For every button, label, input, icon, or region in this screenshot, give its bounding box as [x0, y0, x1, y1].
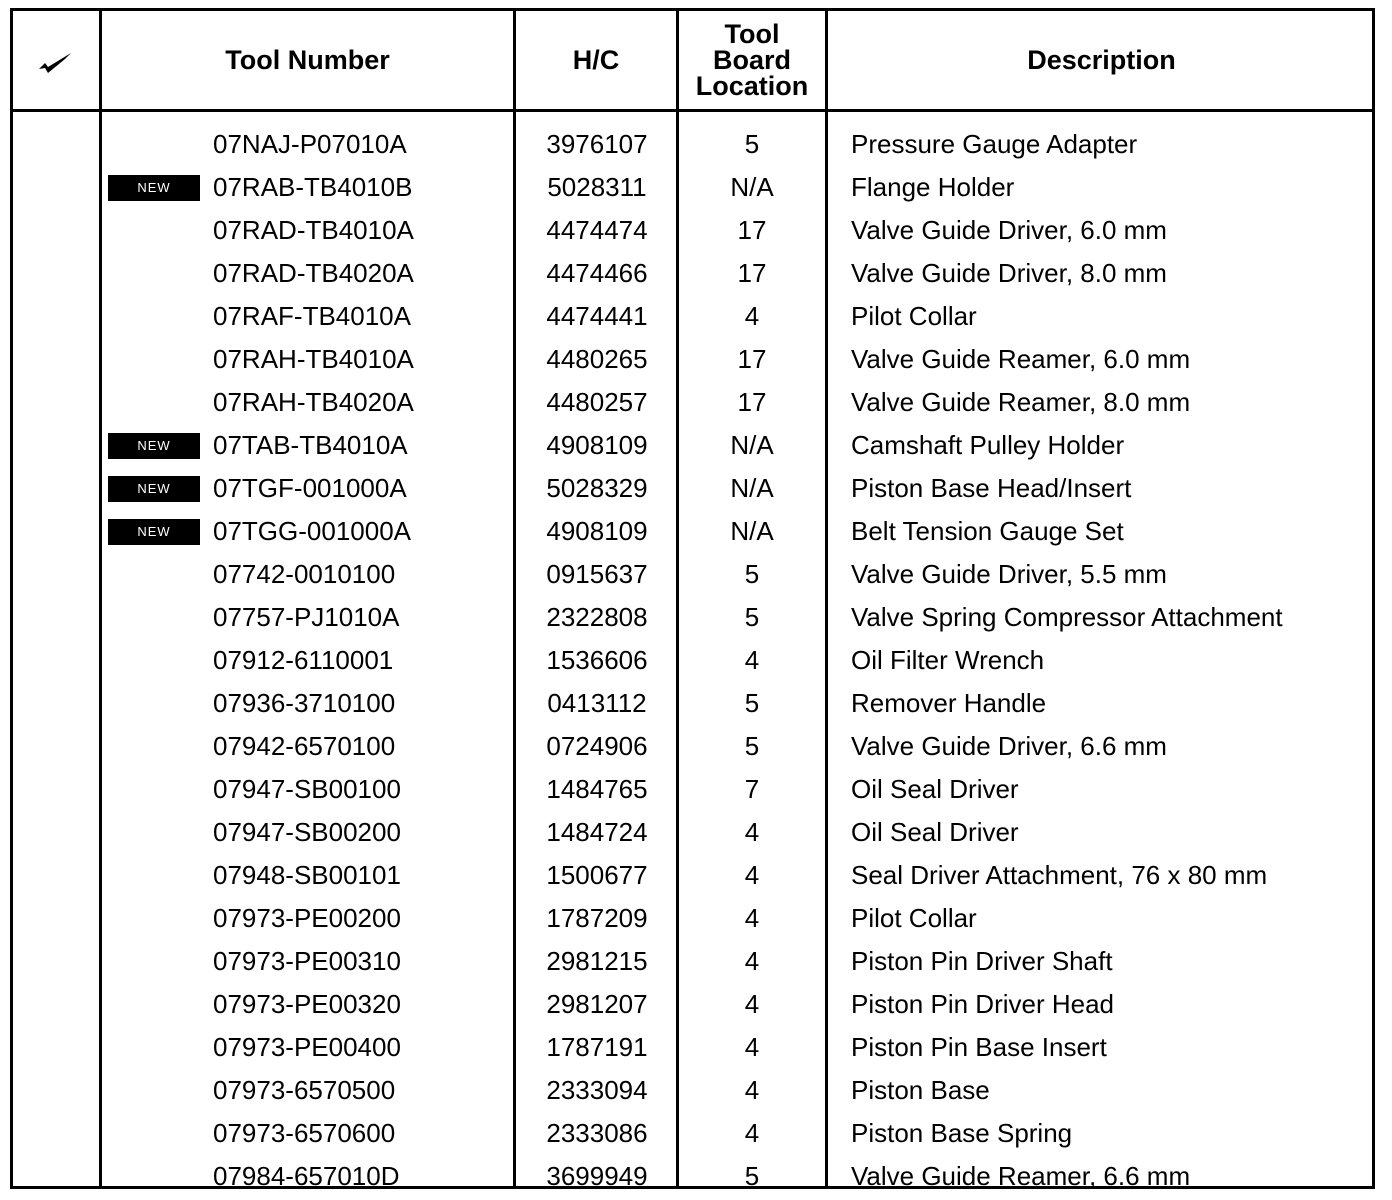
tool-number-cell: 07RAB-TB4010B [213, 172, 413, 202]
location-cell: 4 [744, 301, 760, 331]
description-cell: Oil Seal Driver [851, 817, 1019, 847]
location-cell: 4 [744, 645, 760, 675]
header-hc: H/C [572, 45, 620, 75]
location-cell: 5 [744, 1161, 760, 1191]
tool-number-cell: 07TAB-TB4010A [213, 430, 408, 460]
description-cell: Valve Spring Compressor Attachment [851, 602, 1283, 632]
tool-number-cell: 07912-6110001 [213, 645, 394, 675]
table-row [13, 252, 1372, 295]
tool-number-cell: 07RAF-TB4010A [213, 301, 411, 331]
description-cell: Valve Guide Driver, 6.6 mm [851, 731, 1167, 761]
table-row [13, 1112, 1372, 1155]
tool-number-cell: 07RAH-TB4020A [213, 387, 414, 417]
hc-cell: 4908109 [546, 516, 648, 546]
hc-cell: 2322808 [546, 602, 648, 632]
hc-cell: 0724906 [546, 731, 648, 761]
description-cell: Flange Holder [851, 172, 1015, 202]
table-row [13, 381, 1372, 424]
tool-number-cell: 07RAD-TB4020A [213, 258, 414, 288]
location-cell: 4 [744, 1075, 760, 1105]
hc-cell: 4908109 [546, 430, 648, 460]
hc-cell: 0915637 [546, 559, 648, 589]
location-cell: 4 [744, 860, 760, 890]
header-location-line: Board [712, 45, 791, 75]
location-cell: N/A [730, 172, 774, 202]
location-cell: 4 [744, 817, 760, 847]
new-badge: NEW [108, 476, 200, 502]
table-row [13, 1069, 1372, 1112]
hc-cell: 2981215 [546, 946, 648, 976]
hc-cell: 2981207 [546, 989, 648, 1019]
description-cell: Valve Guide Reamer, 6.6 mm [851, 1161, 1191, 1191]
description-cell: Belt Tension Gauge Set [851, 516, 1124, 546]
tool-number-cell: 07757-PJ1010A [213, 602, 400, 632]
description-cell: Camshaft Pulley Holder [851, 430, 1125, 460]
table-row [13, 854, 1372, 897]
tool-number-cell: 07973-PE00320 [213, 989, 401, 1019]
location-cell: 17 [737, 387, 767, 417]
table-row [13, 1155, 1372, 1198]
table-row [13, 467, 1372, 510]
tool-number-cell: 07TGF-001000A [213, 473, 407, 503]
location-cell: 7 [744, 774, 760, 804]
tool-number-cell: 07936-3710100 [213, 688, 396, 718]
tool-number-cell: 07973-6570500 [213, 1075, 396, 1105]
tool-table [10, 8, 1375, 1189]
tool-number-cell: 07948-SB00101 [213, 860, 401, 890]
hc-cell: 1536606 [546, 645, 648, 675]
location-cell: 4 [744, 1032, 760, 1062]
table-row [13, 940, 1372, 983]
tool-number-cell: 07947-SB00200 [213, 817, 401, 847]
description-cell: Valve Guide Driver, 6.0 mm [851, 215, 1167, 245]
description-cell: Seal Driver Attachment, 76 x 80 mm [851, 860, 1268, 890]
hc-cell: 1484724 [546, 817, 648, 847]
location-cell: N/A [730, 473, 774, 503]
description-cell: Piston Pin Driver Shaft [851, 946, 1113, 976]
table-row [13, 510, 1372, 553]
description-cell: Piston Pin Driver Head [851, 989, 1114, 1019]
table-row [13, 295, 1372, 338]
location-cell: 4 [744, 946, 760, 976]
hc-cell: 2333086 [546, 1118, 648, 1148]
description-cell: Valve Guide Reamer, 6.0 mm [851, 344, 1191, 374]
location-cell: 5 [744, 602, 760, 632]
table-row [13, 725, 1372, 768]
table-row [13, 123, 1372, 166]
hc-cell: 1484765 [546, 774, 648, 804]
description-cell: Oil Filter Wrench [851, 645, 1045, 675]
description-cell: Piston Base Spring [851, 1118, 1073, 1148]
table-row [13, 682, 1372, 725]
tool-number-cell: 07742-0010100 [213, 559, 396, 589]
tool-number-cell: 07NAJ-P07010A [213, 129, 407, 159]
tool-number-cell: 07947-SB00100 [213, 774, 401, 804]
location-cell: 5 [744, 129, 760, 159]
location-cell: 4 [744, 903, 760, 933]
table-row [13, 768, 1372, 811]
header-tool-board-location [679, 11, 825, 109]
hc-cell: 4480257 [546, 387, 648, 417]
table-row [13, 424, 1372, 467]
description-cell: Remover Handle [851, 688, 1047, 718]
table-row [13, 811, 1372, 854]
tool-number-cell: 07973-PE00200 [213, 903, 401, 933]
table-row [13, 639, 1372, 682]
description-cell: Pilot Collar [851, 301, 977, 331]
checkmark-icon [35, 47, 75, 75]
header-description: Description [1027, 45, 1176, 75]
description-cell: Piston Base Head/Insert [851, 473, 1132, 503]
tool-number-cell: 07984-657010D [213, 1161, 400, 1191]
description-cell: Valve Guide Reamer, 8.0 mm [851, 387, 1191, 417]
hc-cell: 1787191 [546, 1032, 648, 1062]
hc-cell: 4474466 [546, 258, 648, 288]
location-cell: 4 [744, 1118, 760, 1148]
tool-number-cell: 07RAD-TB4010A [213, 215, 414, 245]
location-cell: 4 [744, 989, 760, 1019]
tool-number-cell: 07973-PE00310 [213, 946, 401, 976]
new-badge: NEW [108, 519, 200, 545]
tool-number-cell: 07TGG-001000A [213, 516, 412, 546]
location-cell: N/A [730, 516, 774, 546]
header-location-line: Location [695, 71, 809, 101]
table-row [13, 596, 1372, 639]
location-cell: 5 [744, 688, 760, 718]
hc-cell: 5028311 [547, 172, 647, 202]
table-row [13, 1026, 1372, 1069]
new-badge: NEW [108, 433, 200, 459]
hc-cell: 4474441 [546, 301, 648, 331]
location-cell: 17 [737, 344, 767, 374]
table-row [13, 209, 1372, 252]
header-tool-number: Tool Number [225, 45, 390, 75]
header-divider [13, 109, 1372, 112]
table-row [13, 897, 1372, 940]
table-row [13, 983, 1372, 1026]
location-cell: N/A [730, 430, 774, 460]
table-row [13, 166, 1372, 209]
hc-cell: 1787209 [546, 903, 648, 933]
location-cell: 17 [737, 258, 767, 288]
description-cell: Valve Guide Driver, 8.0 mm [851, 258, 1167, 288]
description-cell: Piston Pin Base Insert [851, 1032, 1107, 1062]
hc-cell: 2333094 [546, 1075, 648, 1105]
table-row [13, 338, 1372, 381]
table-row [13, 553, 1372, 596]
location-cell: 5 [744, 731, 760, 761]
hc-cell: 3976107 [546, 129, 648, 159]
description-cell: Valve Guide Driver, 5.5 mm [851, 559, 1167, 589]
hc-cell: 5028329 [546, 473, 648, 503]
tool-number-cell: 07942-6570100 [213, 731, 396, 761]
location-cell: 17 [737, 215, 767, 245]
description-cell: Pressure Gauge Adapter [851, 129, 1138, 159]
new-badge: NEW [108, 175, 200, 201]
hc-cell: 4474474 [546, 215, 648, 245]
hc-cell: 1500677 [546, 860, 648, 890]
description-cell: Piston Base [851, 1075, 990, 1105]
description-cell: Oil Seal Driver [851, 774, 1019, 804]
location-cell: 5 [744, 559, 760, 589]
tool-number-cell: 07973-PE00400 [213, 1032, 401, 1062]
tool-number-cell: 07973-6570600 [213, 1118, 396, 1148]
description-cell: Pilot Collar [851, 903, 977, 933]
tool-number-cell: 07RAH-TB4010A [213, 344, 414, 374]
hc-cell: 4480265 [546, 344, 648, 374]
header-location-line: Tool [724, 19, 780, 49]
hc-cell: 3699949 [546, 1161, 648, 1191]
hc-cell: 0413112 [547, 688, 647, 718]
